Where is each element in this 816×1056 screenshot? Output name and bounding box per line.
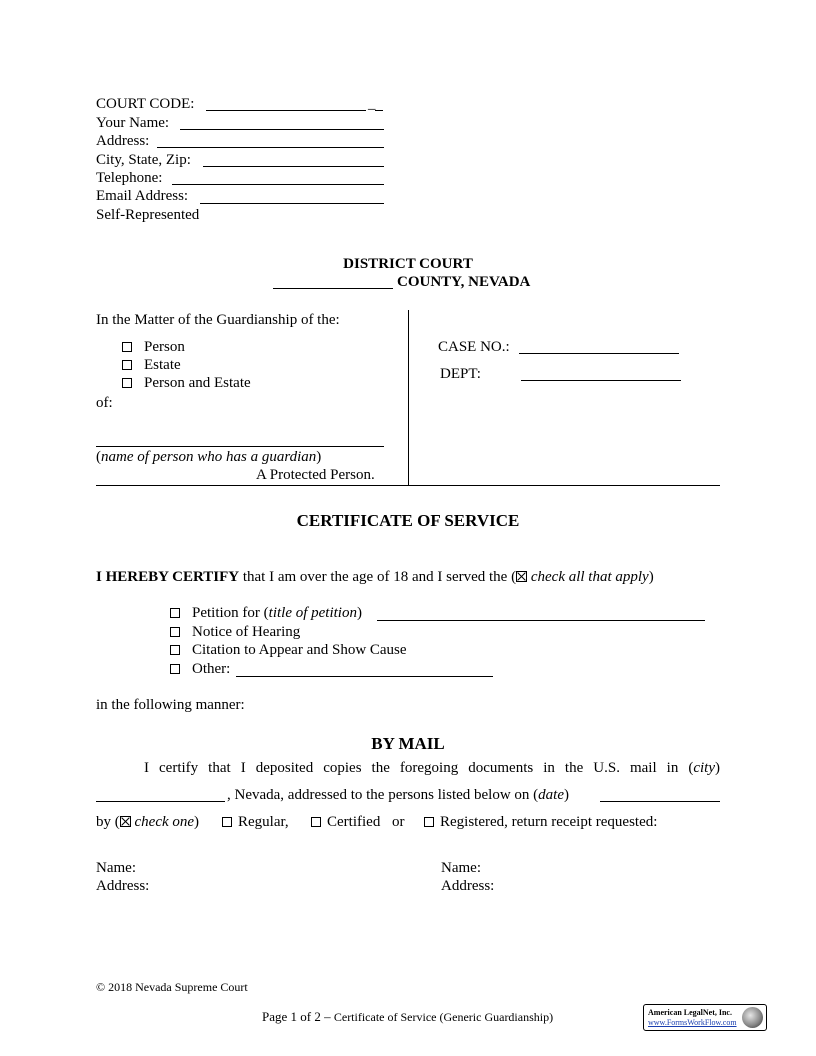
court-code-label: COURT CODE: bbox=[96, 96, 195, 112]
address-field[interactable] bbox=[157, 147, 384, 148]
by-mail-line2-close: ) bbox=[564, 787, 569, 803]
option-person-label: Person bbox=[144, 339, 185, 355]
forms-workflow-logo bbox=[643, 1004, 767, 1031]
city-state-zip-label: City, State, Zip: bbox=[96, 152, 191, 168]
name-hint-close: ) bbox=[316, 449, 322, 465]
regular-checkbox[interactable] bbox=[222, 817, 232, 827]
option-person-and-estate bbox=[122, 374, 251, 392]
logo-url: www.FormsWorkFlow.com bbox=[648, 1018, 737, 1027]
served-citation bbox=[170, 641, 407, 659]
recipient2-address-label: Address: bbox=[441, 878, 495, 894]
other-field[interactable] bbox=[236, 676, 493, 677]
certify-lead: I HEREBY CERTIFY bbox=[96, 569, 240, 585]
date-hint: date bbox=[538, 787, 564, 803]
registered-checkbox[interactable] bbox=[424, 817, 434, 827]
person-and-estate-checkbox[interactable] bbox=[122, 378, 132, 388]
name-hint bbox=[96, 448, 321, 466]
name-hint-open: ( bbox=[96, 449, 101, 465]
person-checkbox[interactable] bbox=[122, 342, 132, 352]
checked-box-icon-2 bbox=[120, 816, 131, 827]
other-label: Other: bbox=[192, 661, 231, 677]
petition-checkbox[interactable] bbox=[170, 608, 180, 618]
petition-hint: title of petition bbox=[268, 605, 357, 621]
of-label: of: bbox=[96, 395, 113, 411]
protected-person-label: A Protected Person. bbox=[256, 467, 375, 483]
recipient1-address-label: Address: bbox=[96, 878, 150, 894]
or-word: or bbox=[392, 814, 405, 830]
served-other bbox=[170, 660, 230, 678]
your-name-field[interactable] bbox=[180, 129, 384, 130]
page-footer bbox=[262, 1008, 553, 1026]
date-field[interactable] bbox=[600, 801, 720, 802]
email-field[interactable] bbox=[200, 203, 384, 204]
globe-icon bbox=[742, 1007, 763, 1028]
city-state-zip-field[interactable] bbox=[203, 166, 384, 167]
manner-text: in the following manner: bbox=[96, 697, 245, 713]
city-hint: city bbox=[693, 760, 715, 776]
certified-checkbox[interactable] bbox=[311, 817, 321, 827]
option-person bbox=[122, 338, 185, 356]
by-close: ) bbox=[194, 814, 200, 830]
document-title: CERTIFICATE OF SERVICE bbox=[296, 511, 520, 530]
by-mail-line1-text: I certify that I deposited copies the foregoing documents in the U.S. mail in ( bbox=[144, 760, 694, 776]
by-hint: check one bbox=[130, 814, 195, 830]
caption-bottom-rule bbox=[96, 485, 720, 486]
name-hint-text: name of person who has a guardian bbox=[101, 449, 317, 465]
option-estate bbox=[122, 356, 181, 374]
method-registered bbox=[424, 813, 657, 831]
dept-field[interactable] bbox=[521, 380, 681, 381]
email-label: Email Address: bbox=[96, 188, 189, 204]
method-certified bbox=[311, 813, 380, 831]
logo-company: American LegalNet, Inc. bbox=[648, 1008, 732, 1017]
recipient1-name-label: Name: bbox=[96, 860, 136, 876]
petition-prefix: Petition for ( bbox=[192, 605, 269, 621]
certified-label: Certified bbox=[327, 814, 381, 830]
petition-title-field[interactable] bbox=[377, 620, 705, 621]
your-name-label: Your Name: bbox=[96, 115, 170, 131]
registered-label: Registered, return receipt requested: bbox=[440, 814, 658, 830]
court-code-field-tail bbox=[375, 110, 383, 111]
other-checkbox[interactable] bbox=[170, 664, 180, 674]
citation-label: Citation to Appear and Show Cause bbox=[192, 642, 407, 658]
caption-divider bbox=[408, 310, 409, 485]
method-regular bbox=[222, 813, 289, 831]
telephone-label: Telephone: bbox=[96, 170, 163, 186]
page-number: Page 1 of 2 – bbox=[262, 1009, 334, 1024]
court-code-suffix: _ bbox=[368, 96, 376, 112]
court-code-field[interactable] bbox=[206, 110, 366, 111]
served-notice bbox=[170, 623, 300, 641]
checked-box-icon bbox=[516, 571, 527, 582]
matter-intro: In the Matter of the Guardianship of the: bbox=[96, 312, 340, 328]
regular-label: Regular, bbox=[238, 814, 289, 830]
case-no-field[interactable] bbox=[519, 353, 679, 354]
by-mail-method bbox=[96, 813, 199, 831]
option-person-and-estate-label: Person and Estate bbox=[144, 375, 251, 391]
district-court-heading: DISTRICT COURT bbox=[343, 256, 473, 272]
city-field[interactable] bbox=[96, 801, 225, 802]
petition-suffix: ) bbox=[356, 605, 362, 621]
by-mail-heading: BY MAIL bbox=[371, 734, 445, 753]
by-mail-line1-close: ) bbox=[715, 760, 720, 776]
served-petition bbox=[170, 604, 362, 622]
telephone-field[interactable] bbox=[172, 184, 384, 185]
page-description: Certificate of Service (Generic Guardianship) bbox=[333, 1010, 554, 1024]
certify-statement bbox=[96, 568, 654, 586]
by-mail-line2-text: , Nevada, addressed to the persons listed below on ( bbox=[227, 787, 539, 803]
by-prefix: by ( bbox=[96, 814, 120, 830]
self-represented-label: Self-Represented bbox=[96, 207, 200, 223]
estate-checkbox[interactable] bbox=[122, 360, 132, 370]
by-mail-line1 bbox=[96, 759, 720, 777]
dept-label: DEPT: bbox=[440, 366, 481, 382]
certify-text: that I am over the age of 18 and I served the ( bbox=[239, 569, 517, 585]
certify-hint: check all that apply bbox=[527, 569, 649, 585]
notice-checkbox[interactable] bbox=[170, 627, 180, 637]
certify-close: ) bbox=[648, 569, 654, 585]
recipient2-name-label: Name: bbox=[441, 860, 481, 876]
by-mail-line2 bbox=[227, 786, 569, 804]
citation-checkbox[interactable] bbox=[170, 645, 180, 655]
case-no-label: CASE NO.: bbox=[438, 339, 510, 355]
notice-label: Notice of Hearing bbox=[192, 624, 301, 640]
protected-person-name-field[interactable] bbox=[96, 446, 384, 447]
county-field[interactable] bbox=[273, 288, 393, 289]
copyright: © 2018 Nevada Supreme Court bbox=[96, 980, 248, 994]
county-nevada-heading: COUNTY, NEVADA bbox=[397, 274, 531, 290]
option-estate-label: Estate bbox=[144, 357, 181, 373]
address-label: Address: bbox=[96, 133, 150, 149]
